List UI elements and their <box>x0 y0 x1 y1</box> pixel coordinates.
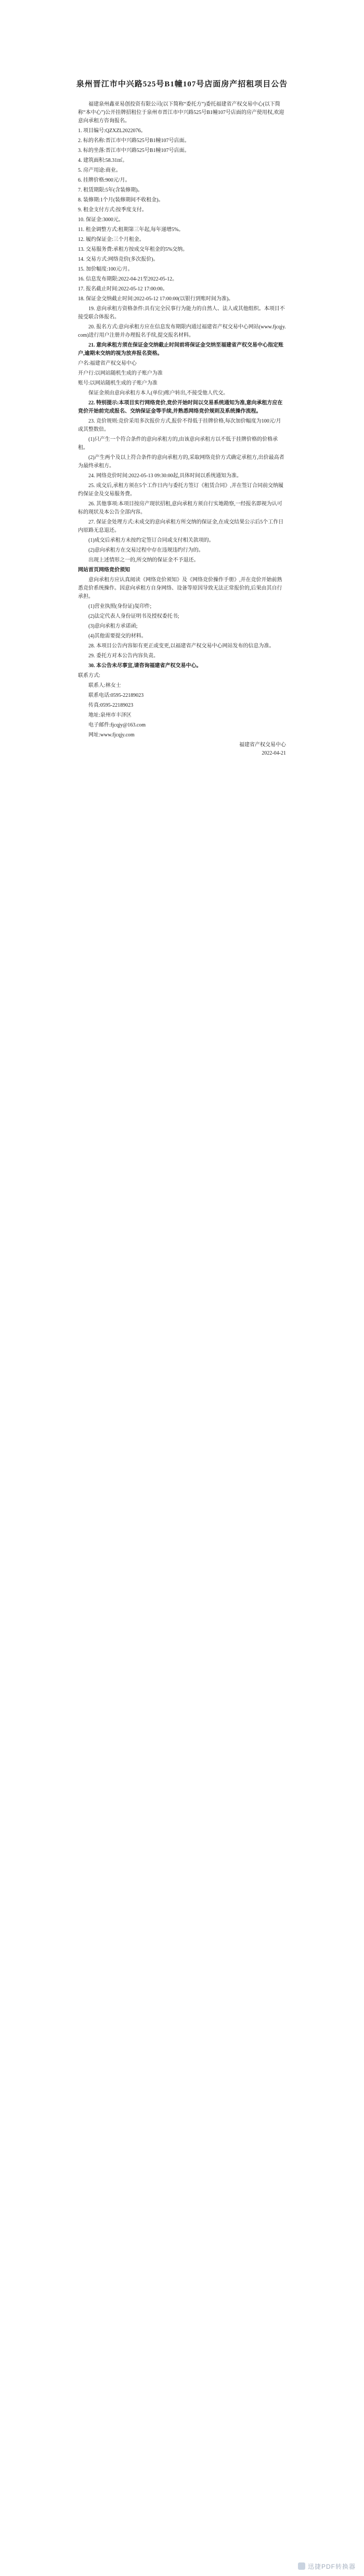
item: 17. 报名截止时间:2022-05-12 17:00:00。 <box>78 286 168 292</box>
contact-line: 联系人:林女士 <box>88 683 121 688</box>
violation-line: (2)意向承租方在交易过程中存在违规违约行为的。 <box>88 547 204 553</box>
time-paragraph: 24. 网络竞价时间:2022-05-13 09:30:00起,具体时间以系统通知为准。 <box>88 473 242 479</box>
attachment-line: (4)其他需要提交的材料。 <box>88 633 147 639</box>
contact-line: 联系电话:0595-22189023 <box>88 693 144 698</box>
item: 3. 标的坐落:晋江市中兴路525号B1幢107号店面。 <box>78 148 190 154</box>
contact-header: 联系方式: <box>78 673 100 679</box>
contact-website[interactable]: 网址:www.fjcqjy.com <box>88 732 135 738</box>
rules-paragraph: 23. 竞价规则:竞价采用多次报价方式,报价不得低于挂牌价格,每次加价幅度为100元/月或其整数倍。 <box>78 418 281 432</box>
signature-block <box>0 741 364 758</box>
special-notice: 22. 特别提示:本项目实行网络竞价,竞价开始时间以交易系统通知为准,意向承租方应在竞价开始前完成报名、交纳保证金等手续,并熟悉网络竞价规则及系统操作流程。 <box>78 400 283 414</box>
item: 7. 租赁期限:5年(含装修期)。 <box>78 187 143 193</box>
attachment-line: (3)意向承租方承诺函; <box>88 623 138 629</box>
deposit-note: 保证金须由意向承租方本人(单位)账户转出,不接受他人代交。 <box>88 390 229 396</box>
other-paragraph: 26. 其他事项:本项目按房产现状招租,意向承租方须自行实地勘察,一经报名即视为认可标的现状及本公告全部内容。 <box>78 501 282 515</box>
method-line: (2)产生两个及以上符合条件的意向承租方的,采取网络竞价方式确定承租方,出价最高者为最终承租方。 <box>78 455 284 469</box>
attachment-line: (1)营业执照(身份证)复印件; <box>88 604 152 609</box>
item: 11. 租金调整方式:租期第三年起,每年递增5%。 <box>78 227 184 233</box>
method-line: (1)只产生一个符合条件的意向承租方的,由该意向承租方以不低于挂牌价格的价格承租。 <box>78 437 278 451</box>
violation-end: 出现上述情形之一的,所交纳的保证金不予退还。 <box>88 557 199 563</box>
converter-logo-icon <box>298 2562 305 2570</box>
intro-paragraph: 福建泉州鑫亚易创投资有限公司(以下简称“委托方”)委托福建省产权交易中心(以下简称“本中心”)公开挂牌招租位于泉州市晋江市中兴路525号B1幢107号店面的房产使用权,欢迎意向承租方咨询报名。 <box>78 101 284 124</box>
contact-line: 传真:0595-22189023 <box>88 703 134 708</box>
item: 14. 交易方式:网络竞价(多次报价)。 <box>78 257 159 262</box>
account-line: 账号:以网站随机生成的子账户为准 <box>78 380 158 386</box>
account-line: 开户行:以网站随机生成的子账户为准 <box>78 371 163 376</box>
final-notice: 30. 本公告未尽事宜,请咨询福建省产权交易中心。 <box>88 663 202 669</box>
signature-org: 福建省产权交易中心 <box>239 742 286 748</box>
register-paragraph: 20. 报名方式:意向承租方应在信息发布期限内通过福建省产权交易中心网站(www.fjcqjy.com)进行用户注册并办理报名手续,提交报名材料。 <box>78 324 286 338</box>
violation-line: (1)成交后承租方未按约定签订合同或支付相关款项的。 <box>88 538 214 543</box>
online-heading: 网站首页网络竞价须知 <box>78 567 130 573</box>
item: 12. 履约保证金:三个月租金。 <box>78 237 145 243</box>
item: 2. 标的名称:晋江市中兴路525号B1幢107号店面。 <box>78 138 190 144</box>
contact-line: 地址:泉州市丰泽区 <box>88 712 132 718</box>
final-paragraph: 28. 本项目公告内容如有更正或变更,以福建省产权交易中心网站发布的信息为准。 <box>88 643 275 649</box>
item: 16. 信息发布期限:2022-04-21至2022-05-12。 <box>78 276 178 282</box>
attachment-line: (2)法定代表人身份证明书及授权委托书; <box>88 614 179 619</box>
item: 15. 加价幅度:100元/月。 <box>78 266 133 272</box>
signature-date: 2022-04-21 <box>262 750 286 756</box>
watermark-text: 迅捷PDF转换器 <box>307 2563 356 2570</box>
final-paragraph: 29. 委托方对本公告内容负责。 <box>88 653 159 659</box>
deposit-paragraph: 21. 意向承租方须在保证金交纳截止时间前将保证金交纳至福建省产权交易中心指定账户,逾期未交纳的视为放弃报名资格。 <box>78 342 283 356</box>
item: 5. 房产用途:商业。 <box>78 168 121 173</box>
contract-paragraph: 25. 成交后,承租方须在5个工作日内与委托方签订《租赁合同》,并在签订合同前交纳履约保证金及交易服务费。 <box>78 483 283 497</box>
item: 13. 交易服务费:承租方按成交年租金的5%交纳。 <box>78 247 188 252</box>
online-paragraph: 意向承租方应认真阅读《网络竞价须知》及《网络竞价操作手册》,并在竞价开始前熟悉竞价系统操作。因意向承租方自身网络、设备等原因导致无法正常报价的,后果由其自行承担。 <box>78 577 282 600</box>
eligibility-paragraph: 19. 意向承租方资格条件:具有完全民事行为能力的自然人、法人或其他组织。本项目不接受联合体报名。 <box>78 306 285 320</box>
account-line: 户名:福建省产权交易中心 <box>78 361 137 366</box>
contact-email[interactable]: 电子邮件:fjcqjy@163.com <box>88 722 146 728</box>
refund-paragraph: 27. 保证金处理方式:未成交的意向承租方所交纳的保证金,在成交结果公示后5个工作日内原路无息退还。 <box>78 519 284 533</box>
item: 6. 挂牌价格:900元/月。 <box>78 177 131 183</box>
item: 18. 保证金交纳截止时间:2022-05-12 17:00:00(以银行到账时间为准)。 <box>78 296 234 302</box>
item: 10. 保证金:3000元。 <box>78 217 124 223</box>
announcement-body <box>0 89 364 739</box>
watermark <box>298 2562 356 2571</box>
item: 4. 建筑面积:58.31㎡。 <box>78 158 128 163</box>
item: 9. 租金支付方式:按季度支付。 <box>78 207 147 213</box>
page-title: 泉州晋江市中兴路525号B1幢107号店面房产招租项目公告 <box>76 80 288 88</box>
item: 1. 项目编号:QZXZL2022076。 <box>78 128 146 134</box>
item: 8. 装修期:1个月(装修期间不收租金)。 <box>78 197 164 203</box>
